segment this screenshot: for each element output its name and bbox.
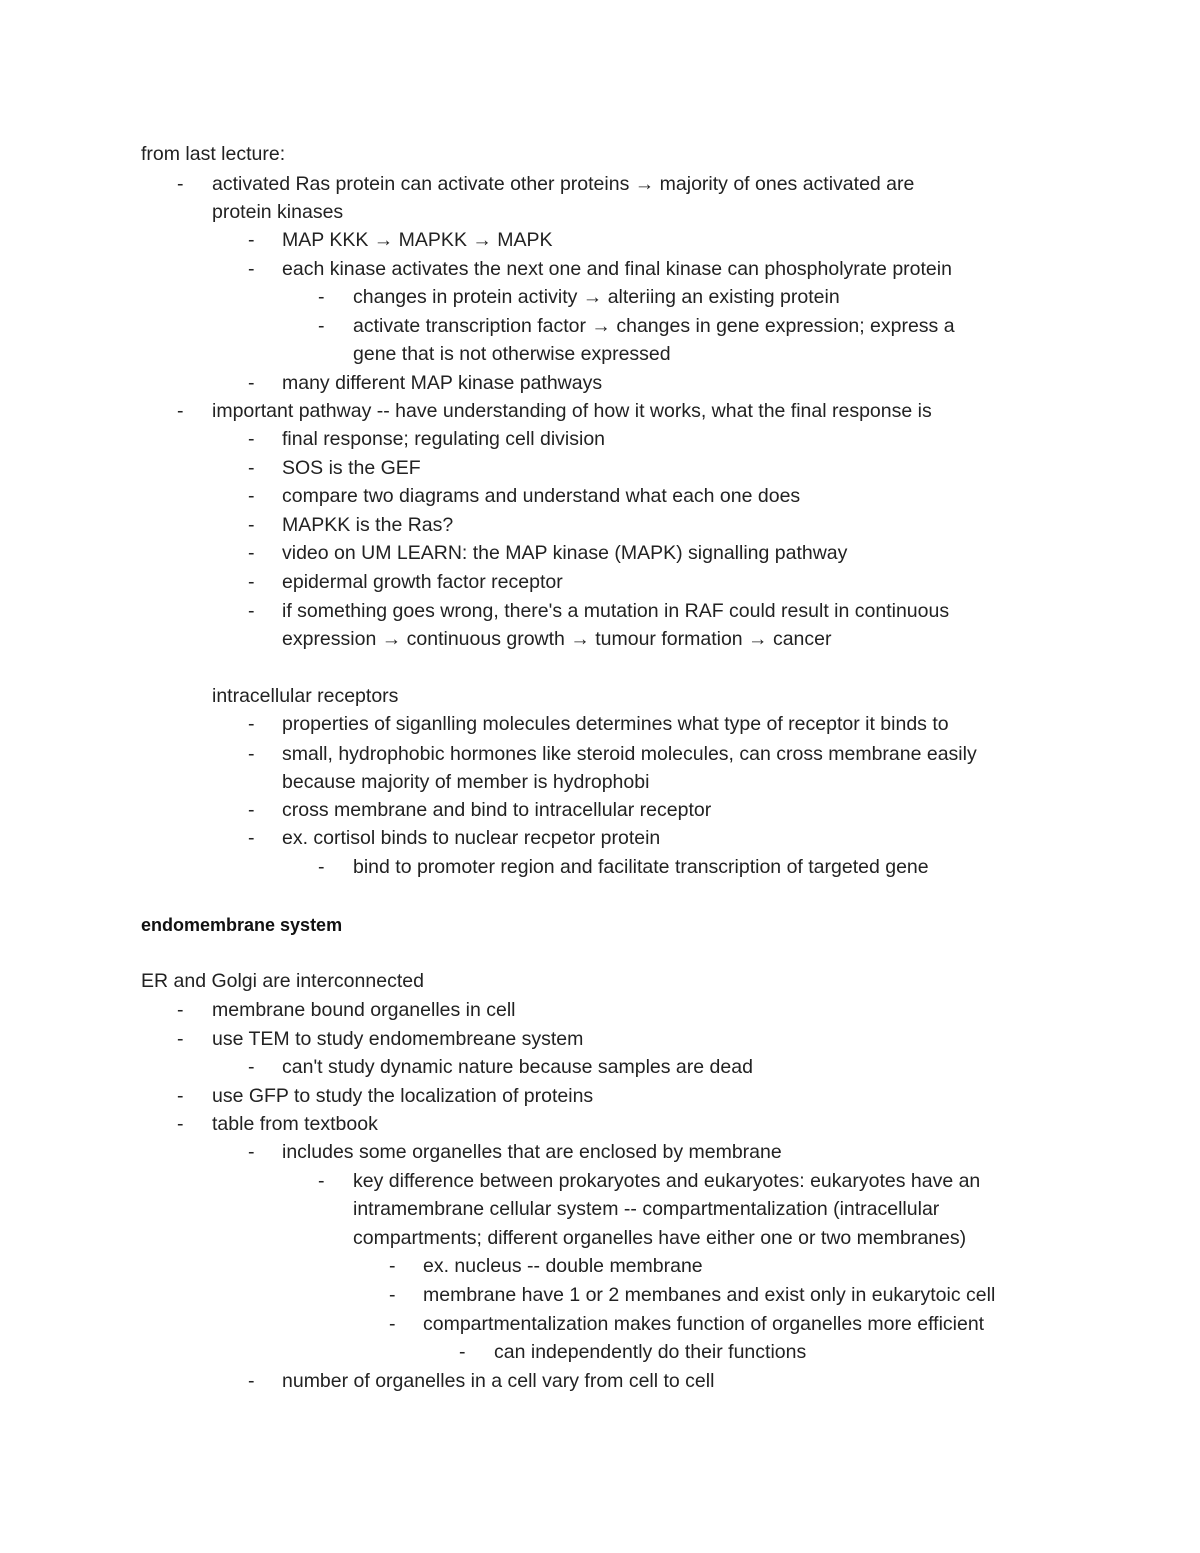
bullet-marker: - bbox=[248, 485, 255, 507]
bullet-marker: - bbox=[318, 856, 325, 878]
list-item-key-line3: compartments; different organelles have either one or two membranes) bbox=[353, 1227, 967, 1249]
list-item-membrane-have: membrane have 1 or 2 membanes and exist only in eukarytoic cell bbox=[423, 1284, 996, 1306]
list-item-promoter: bind to promoter region and facilitate transcription of targeted gene bbox=[353, 856, 929, 878]
list-item-cortisol: ex. cortisol binds to nuclear recpetor protein bbox=[282, 827, 661, 849]
intro-text: from last lecture: bbox=[141, 143, 286, 165]
bullet-marker: - bbox=[248, 457, 255, 479]
list-item-ras-line1: activated Ras protein can activate other proteins → majority of ones activated are bbox=[212, 173, 915, 195]
list-item-transcription-line2: gene that is not otherwise expressed bbox=[353, 343, 671, 365]
bullet-marker: - bbox=[177, 400, 184, 422]
list-item-table: table from textbook bbox=[212, 1113, 378, 1135]
list-item-mapkk-ras: MAPKK is the Ras? bbox=[282, 514, 454, 536]
list-item-small-line2: because majority of member is hydrophobi bbox=[282, 771, 650, 793]
list-item-ras-line2: protein kinases bbox=[212, 201, 344, 223]
list-item-compare: compare two diagrams and understand what each one does bbox=[282, 485, 801, 507]
list-item-compartmentalization: compartmentalization makes function of organelles more efficient bbox=[423, 1313, 985, 1335]
list-item-key-line1: key difference between prokaryotes and eukaryotes: eukaryotes have an bbox=[353, 1170, 981, 1192]
bullet-marker: - bbox=[177, 1028, 184, 1050]
list-item-membrane-bound: membrane bound organelles in cell bbox=[212, 999, 516, 1021]
list-item-tem: use TEM to study endomembreane system bbox=[212, 1028, 584, 1050]
list-item-sos: SOS is the GEF bbox=[282, 457, 421, 479]
list-item-transcription-line1: activate transcription factor → changes in gene expression; express a bbox=[353, 315, 955, 337]
bullet-marker: - bbox=[389, 1313, 396, 1335]
list-item-cant-study: can't study dynamic nature because samples are dead bbox=[282, 1056, 753, 1078]
er-golgi-text: ER and Golgi are interconnected bbox=[141, 970, 424, 992]
list-item-egfr: epidermal growth factor receptor bbox=[282, 571, 563, 593]
list-item-changes-activity: changes in protein activity → alteriing an existing protein bbox=[353, 286, 840, 308]
bullet-marker: - bbox=[389, 1284, 396, 1306]
bullet-marker: - bbox=[248, 1370, 255, 1392]
bullet-marker: - bbox=[248, 542, 255, 564]
bullet-marker: - bbox=[248, 571, 255, 593]
list-item-includes: includes some organelles that are enclosed by membrane bbox=[282, 1141, 782, 1163]
list-item-independently: can independently do their functions bbox=[494, 1341, 807, 1363]
bullet-marker: - bbox=[318, 1170, 325, 1192]
list-item-small-line1: small, hydrophobic hormones like steroid molecules, can cross membrane easily bbox=[282, 743, 977, 765]
list-item-wrong-line2: expression → continuous growth → tumour formation → cancer bbox=[282, 628, 832, 650]
list-item-wrong-line1: if something goes wrong, there's a mutation in RAF could result in continuous bbox=[282, 600, 950, 622]
bullet-marker: - bbox=[248, 743, 255, 765]
list-item-final-response: final response; regulating cell division bbox=[282, 428, 606, 450]
bullet-marker: - bbox=[177, 173, 184, 195]
bullet-marker: - bbox=[248, 514, 255, 536]
bullet-marker: - bbox=[248, 1056, 255, 1078]
bullet-marker: - bbox=[177, 1113, 184, 1135]
bullet-marker: - bbox=[248, 229, 255, 251]
bullet-marker: - bbox=[248, 1141, 255, 1163]
list-item-cross: cross membrane and bind to intracellular receptor bbox=[282, 799, 712, 821]
bullet-marker: - bbox=[389, 1255, 396, 1277]
list-item-important: important pathway -- have understanding of how it works, what the final response is bbox=[212, 400, 932, 422]
bullet-marker: - bbox=[248, 827, 255, 849]
bullet-marker: - bbox=[459, 1341, 466, 1363]
bullet-marker: - bbox=[248, 713, 255, 735]
bullet-marker: - bbox=[318, 315, 325, 337]
bullet-marker: - bbox=[248, 258, 255, 280]
list-item-nucleus: ex. nucleus -- double membrane bbox=[423, 1255, 703, 1277]
list-item-properties: properties of siganlling molecules determines what type of receptor it binds to bbox=[282, 713, 949, 735]
section-heading: endomembrane system bbox=[141, 915, 343, 935]
list-item-gfp: use GFP to study the localization of proteins bbox=[212, 1085, 594, 1107]
bullet-marker: - bbox=[248, 799, 255, 821]
list-item-mapkkk: MAP KKK → MAPKK → MAPK bbox=[282, 229, 553, 251]
list-item-number: number of organelles in a cell vary from cell to cell bbox=[282, 1370, 715, 1392]
bullet-marker: - bbox=[248, 428, 255, 450]
bullet-marker: - bbox=[248, 600, 255, 622]
list-item-video: video on UM LEARN: the MAP kinase (MAPK) signalling pathway bbox=[282, 542, 848, 564]
list-item-key-line2: intramembrane cellular system -- compartmentalization (intracellular bbox=[353, 1198, 940, 1220]
bullet-marker: - bbox=[177, 1085, 184, 1107]
list-item-each-kinase: each kinase activates the next one and final kinase can phospholyrate protein bbox=[282, 258, 952, 280]
bullet-marker: - bbox=[318, 286, 325, 308]
bullet-marker: - bbox=[177, 999, 184, 1021]
intracellular-heading: intracellular receptors bbox=[212, 685, 399, 707]
bullet-marker: - bbox=[248, 372, 255, 394]
list-item-many-pathways: many different MAP kinase pathways bbox=[282, 372, 603, 394]
